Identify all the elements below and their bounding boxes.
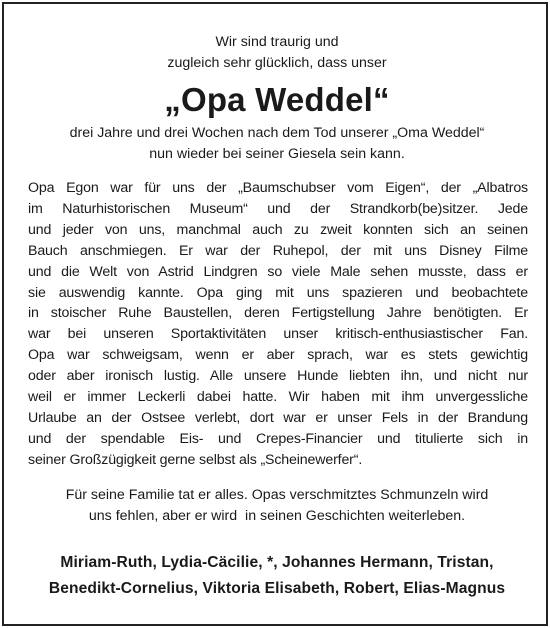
body-line: und jeder von uns, manchmal auch zu zweit konnten sich an seinen [28, 221, 528, 238]
body-line: Opa war schweigsam, wenn er aber sprach, war es stets gewichtig [28, 347, 528, 364]
body-line: weil er immer Leckerli dabei hatte. Wir haben mit ihm unvergessliche [28, 389, 528, 406]
subtitle-line: nun wieder bei seiner Giesela sein kann. [149, 146, 405, 162]
body-line: war bei unseren Sportaktivitäten unser kritisch-enthusiastischer Fan. [28, 326, 528, 343]
body-paragraph [28, 178, 528, 471]
family-names [4, 550, 550, 602]
intro-line: zugleich sehr glücklich, dass unser [167, 55, 387, 71]
closing-text [4, 485, 550, 527]
closing-line: Für seine Familie tat er alles. Opas verschmitztes Schmunzeln wird [65, 487, 489, 503]
intro-text [4, 32, 550, 74]
subtitle-text [4, 123, 550, 165]
obituary-notice-frame [2, 2, 548, 626]
body-line: Bauch anschmiegen. Er war der Ruhepol, der mit uns Disney Filme [28, 242, 528, 259]
body-line: Urlaube an der Ostsee verlebt, dort war er unser Fels in der Brandung [28, 409, 528, 426]
body-line: und die Welt von Astrid Lindgren so viele Male sehen musste, dass er [28, 263, 528, 280]
names-line: Miriam-Ruth, Lydia-Cäcilie, *, Johannes Hermann, Tristan, [60, 554, 494, 571]
body-line: in stoischer Ruhe Baustellen, deren Fertigstellung Jahre benötigten. Er [28, 305, 528, 322]
names-line: Benedikt-Cornelius, Viktoria Elisabeth, Robert, Elias-Magnus [48, 580, 506, 597]
body-line: Opa Egon war für uns der „Baumschubser vom Eigen“, der „Albatros [28, 180, 528, 196]
intro-line: Wir sind traurig und [215, 34, 339, 50]
notice-title: „Opa Weddel“ [164, 81, 390, 118]
body-line: seiner Großzügigkeit gerne selbst als „Scheinewerfer“. [28, 451, 363, 468]
subtitle-line: drei Jahre und drei Wochen nach dem Tod unserer „Oma Weddel“ [69, 125, 485, 141]
body-line: und der spendable Eis- und Crepes-Financier und titulierte sich in [28, 430, 528, 447]
closing-line: uns fehlen, aber er wird in seinen Geschichten weiterleben. [88, 508, 466, 524]
body-line: im Naturhistorischen Museum“ und der Strandkorb(be)sitzer. Jede [28, 200, 528, 217]
body-line: sie auswendig kannte. Opa ging mit uns spazieren und beobachtete [28, 284, 528, 301]
body-line: oder aber ironisch lustig. Alle unsere Hunde liebten ihn, und nicht nur [28, 368, 528, 385]
